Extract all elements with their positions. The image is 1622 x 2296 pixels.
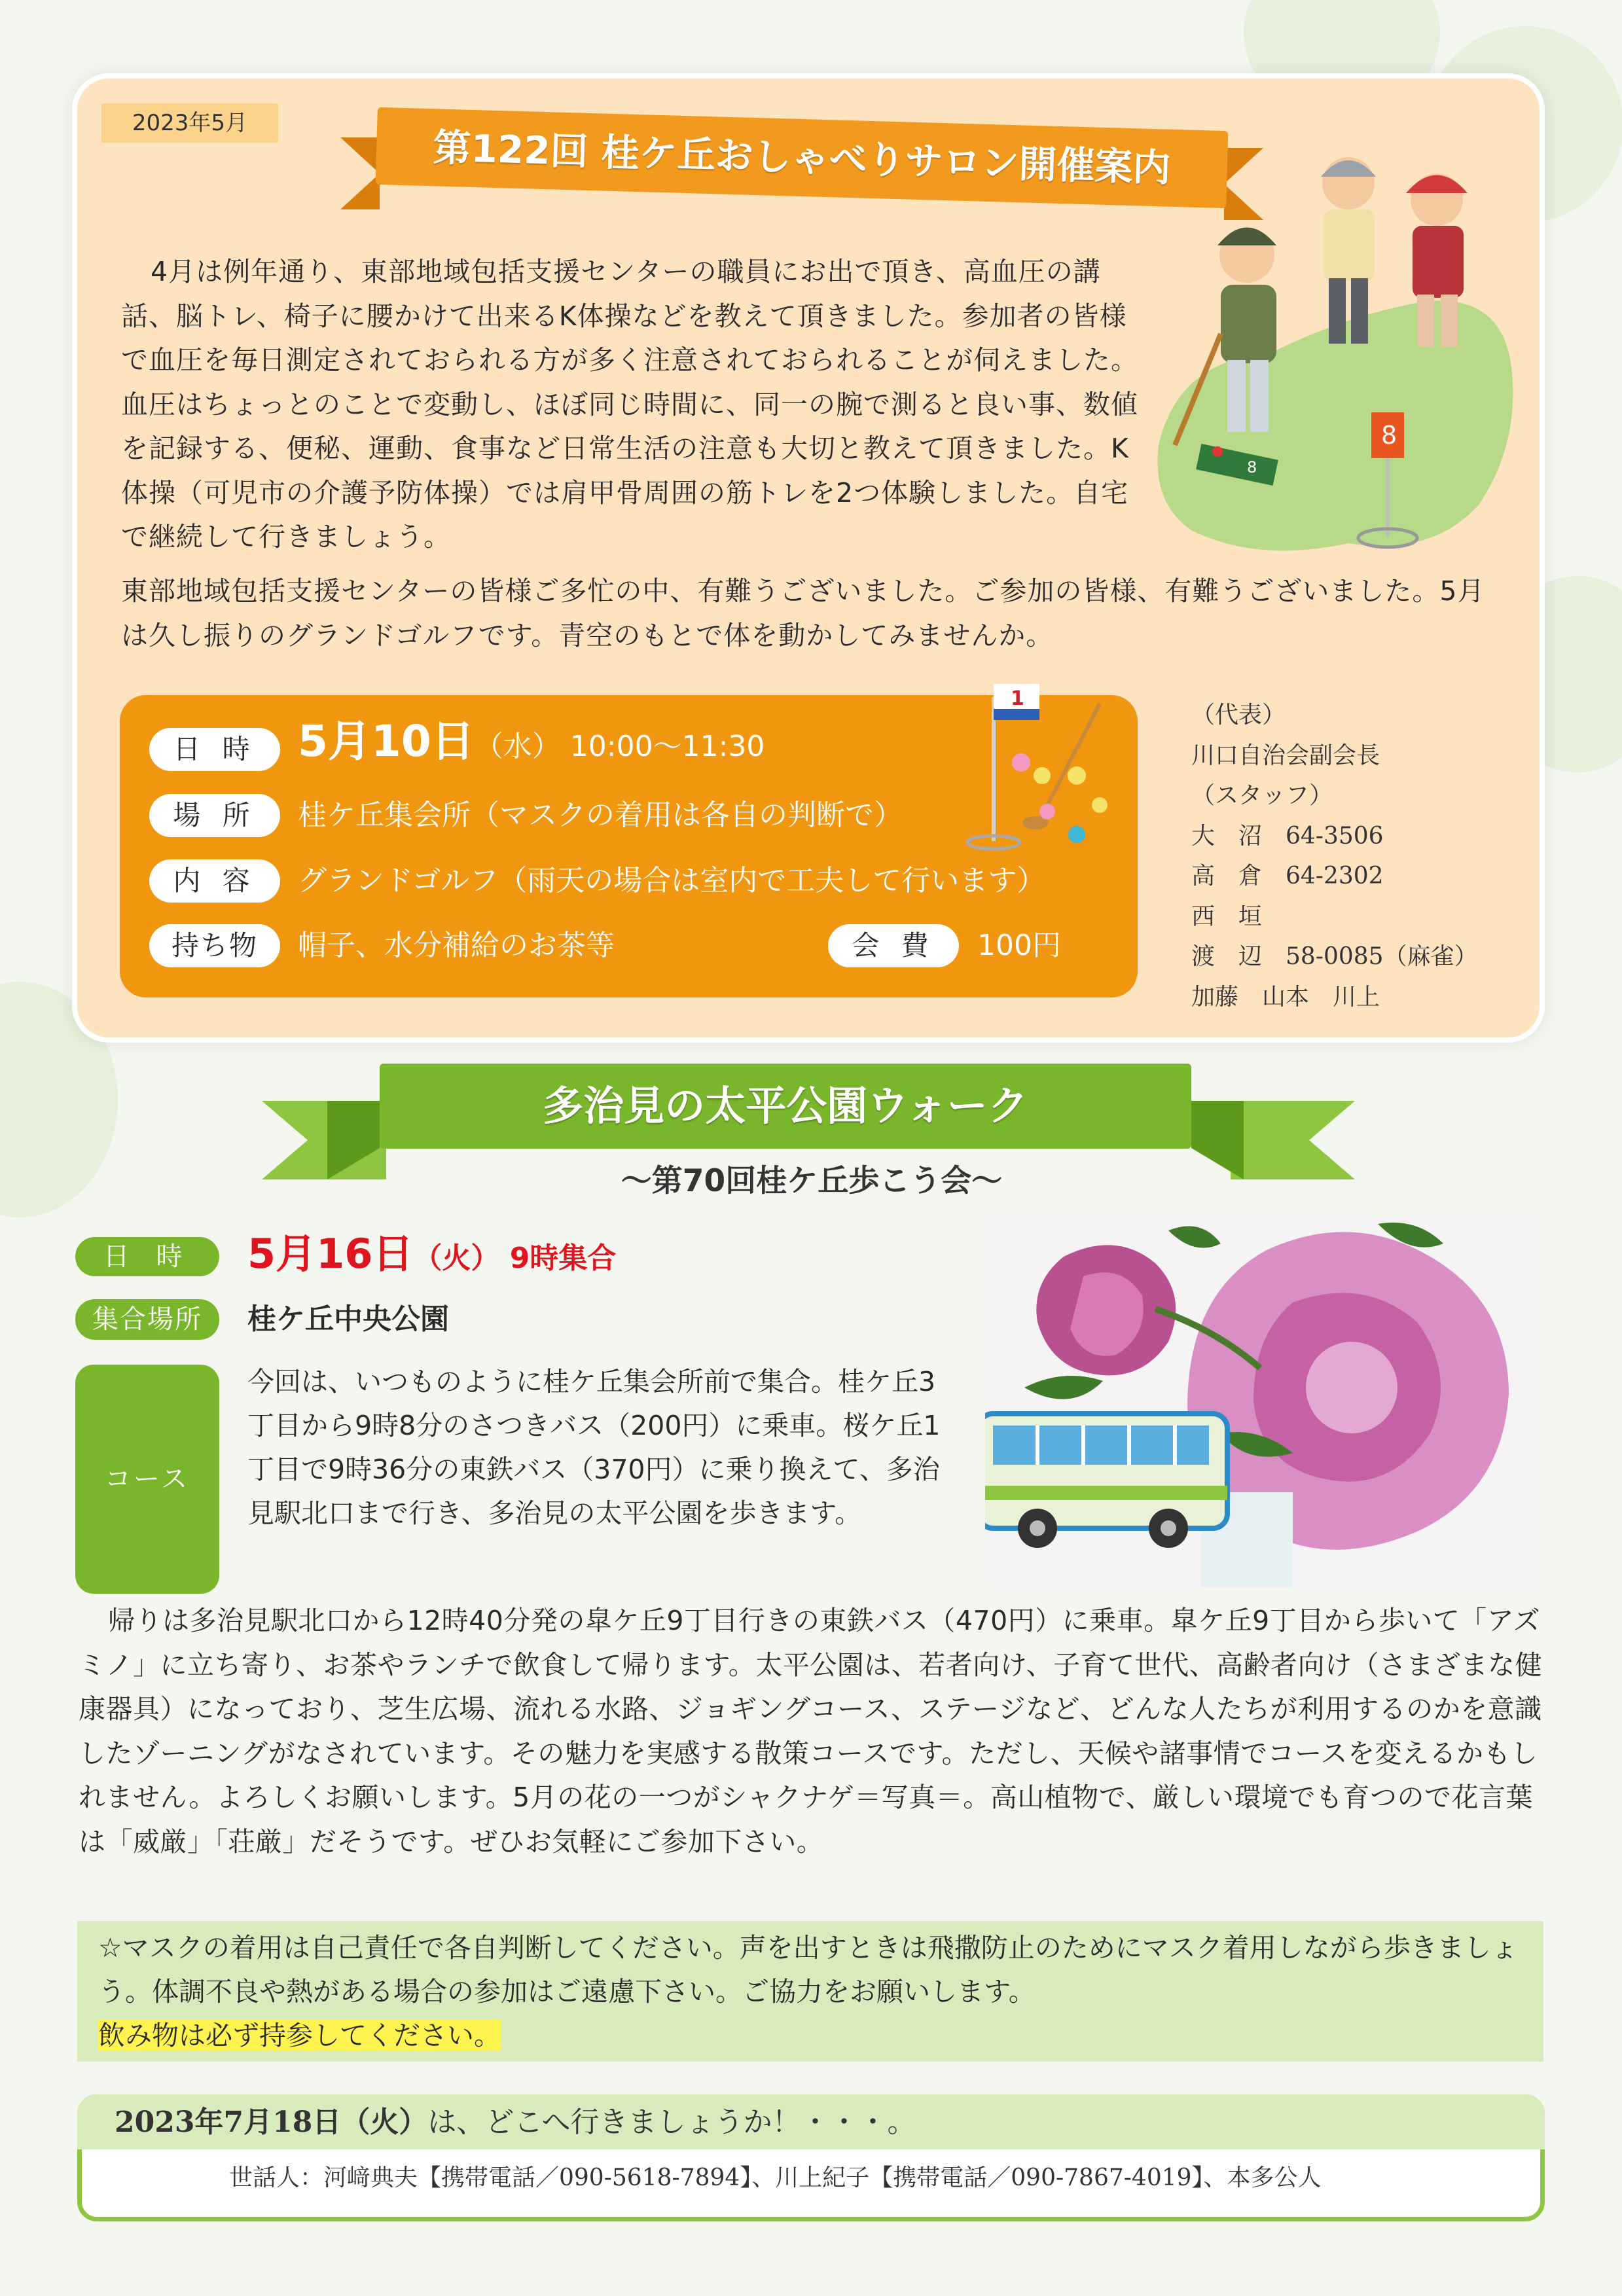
hole-number: 8 [1381,421,1397,450]
walk-course-label: コース [75,1365,219,1594]
bring-label: 持ち物 [149,924,280,967]
ribbon-tail-left [340,137,380,209]
staff-line: 大 沼 64-3506 [1191,822,1384,850]
staff-line: 川口自治会副会長 [1191,742,1380,769]
salon-title-ribbon: 第122回 桂ケ丘おしゃべりサロン開催案内 [376,107,1229,208]
staff-line: 西 垣 [1191,903,1263,930]
walk-body-text: 帰りは多治見駅北口から12時40分発の皐ケ丘9丁目行きの東鉄バス（470円）に乗車。皐ケ丘9丁目から歩いて「アズミノ」に立ち寄り、お茶やランチで飲食して帰ります。太平公園は、若者向け、子育て世代、高齢者向け（さまざまな健康器具）になっており、芝生広場、流れる水路、ジョギングコース、ステージなど、どんな人たちが利用するのかを意識したゾーニングがなされています。その魅力を実感する散策コースです。ただし、天候や諸事情でコースを変えるかもしれません。よろしくお願いします。5月の花の一つがシャクナゲ＝写真＝。高山植物で、厳しい環境でも育つので花言葉は「威厳」「荘厳」だそうです。ぜひお気軽にご参加下さい。 [79,1605,1543,1857]
fee-value: 100円 [977,929,1061,962]
ribbon-fold-right [1191,1101,1244,1179]
mask-note-body: ☆マスクの着用は自己責任で各自判断してください。声を出すときは飛撒防止のためにマスク着用しながら歩きましょう。体調不良や熱がある場合の参加はご遠慮下さい。ご協力をお願いします。 [98,1932,1518,2007]
staff-line: 高 倉 64-2302 [1191,863,1384,889]
content-value: グランドゴルフ（雨天の場合は室内で工夫して行います） [298,864,1046,897]
bring-drink-highlight: 飲み物は必ず持参してください。 [98,2020,501,2051]
flag-number: 1 [1011,687,1024,710]
bring-value: 帽子、水分補給のお茶等 [298,929,615,962]
staff-line: （スタッフ） [1191,782,1333,809]
walk-subtitle: ～第70回桂ケ丘歩こう会～ [621,1163,1003,1199]
when-label: 日 時 [149,728,280,771]
bus-illustration [985,1414,1227,1548]
staff-list [1191,695,1532,1017]
walk-when-value: 5月16日（火） 9時集合 [247,1230,617,1278]
walk-course-text: 今回は、いつものように桂ケ丘集会所前で集合。桂ケ丘3丁目から9時8分のさつきバス（200円）に乗車。桜ケ丘1丁目で9時36分の東鉄バス（370円）に乗り換えて、多治見駅北口まで行き、多治見の太平公園を歩きます。 [247,1366,941,1529]
staff-line: （代表） [1191,702,1286,728]
salon-intro-text: 4月は例年通り、東部地域包括支援センターの職員にお出で頂き、高血圧の講話、脳トレ、椅子に腰かけて出来るK体操などを教えて頂きました。参加者の皆様で血圧を毎日測定されておられる方が多く注意されておられることが伺えました。血圧はちょっとのことで変動し、ほぼ同じ時間に、同一の腕で測ると良い事、数値を記録する、便秘、運動、食事など日常生活の注意も大切と教えて頂きました。K体操（可児市の介護予防体操）では肩甲骨周囲の筋トレを2つ体験しました。自宅で継続して行きましょう。 [121,256,1138,552]
staff-line: 加藤 山本 川上 [1191,983,1380,1011]
player-middle [1321,157,1376,344]
salon-intro-text-2: 東部地域包括支援センターの皆様ご多忙の中、有難うございました。ご参加の皆様、有難うございました。5月は久し振りのグランドゴルフです。青空のもとで体を動かしてみませんか。 [121,575,1485,651]
walk-place-value: 桂ケ丘中央公園 [247,1302,449,1336]
content-label: 内 容 [149,859,280,903]
staff-line: 渡 辺 58-0085（麻雀） [1191,943,1478,970]
next-event-date: 2023年7月18日（火）は、どこへ行きましょうか！・・・。 [115,2106,916,2139]
mask-note-text [98,1926,1525,2058]
ribbon-tail-right [1231,1101,1355,1179]
walk-when-label: 日 時 [75,1237,219,1276]
fee-label: 会 費 [828,924,959,967]
issue-date-tag: 2023年5月 [101,103,278,143]
ground-golf-players-illustration [1152,137,1519,596]
walk-place-label: 集合場所 [75,1299,219,1340]
walk-title-ribbon: 多治見の太平公園ウォーク [380,1064,1191,1149]
place-label: 場 所 [149,794,280,837]
when-value: 5月10日（水） 10:00～11:30 [298,716,765,766]
ball-number: 8 [1247,458,1257,476]
organizer-contacts: 世話人：河﨑典夫【携帯電話／090-5618-7894】、川上紀子【携帯電話／090-7867-4019】、本多公人 [229,2164,1322,2191]
rhododendron-photo [985,1217,1541,1587]
place-value: 桂ケ丘集会所（マスクの着用は各自の判断で） [298,798,903,832]
golf-flag-illustration [962,677,1132,857]
